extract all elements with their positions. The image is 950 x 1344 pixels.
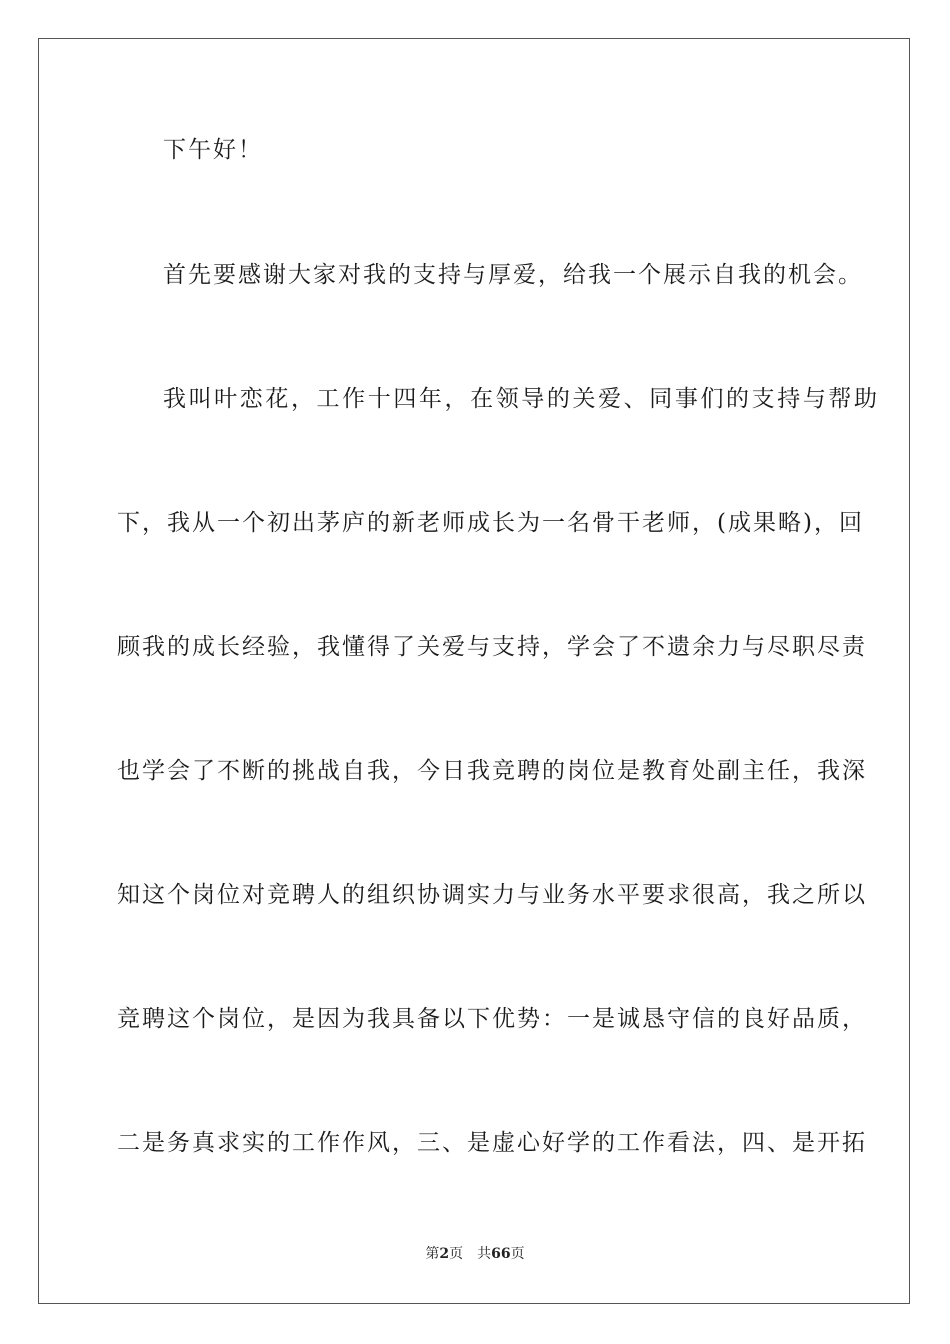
total-pages: 66 — [491, 1246, 511, 1262]
paragraph-line: 首先要感谢大家对我的支持与厚爱，给我一个展示自我的机会。 — [163, 262, 863, 288]
greeting-line: 下午好！ — [163, 137, 263, 163]
total-prefix: 共 — [477, 1246, 492, 1262]
paragraph-line: 也学会了不断的挑战自我，今日我竞聘的岗位是教育处副主任，我深 — [117, 758, 867, 784]
total-suffix: 页 — [510, 1246, 525, 1262]
paragraph-line: 竞聘这个岗位，是因为我具备以下优势：一是诚恳守信的良好品质， — [117, 1006, 867, 1032]
paragraph-line: 二是务真求实的工作作风，三、是虚心好学的工作看法，四、是开拓 — [117, 1130, 867, 1156]
page-footer — [0, 1245, 950, 1263]
paragraph-line: 知这个岗位对竞聘人的组织协调实力与业务水平要求很高，我之所以 — [117, 882, 867, 908]
page-suffix: 页 — [449, 1246, 464, 1262]
paragraph-line: 顾我的成长经验，我懂得了关爱与支持，学会了不遗余力与尽职尽责 — [117, 634, 867, 660]
page-border — [38, 38, 910, 1304]
page-prefix: 第 — [425, 1246, 440, 1262]
page-number: 2 — [439, 1246, 450, 1262]
paragraph-line: 下，我从一个初出茅庐的新老师成长为一名骨干老师，(成果略)，回 — [117, 510, 864, 536]
paragraph-line: 我叫叶恋花，工作十四年，在领导的关爱、同事们的支持与帮助 — [163, 386, 879, 412]
